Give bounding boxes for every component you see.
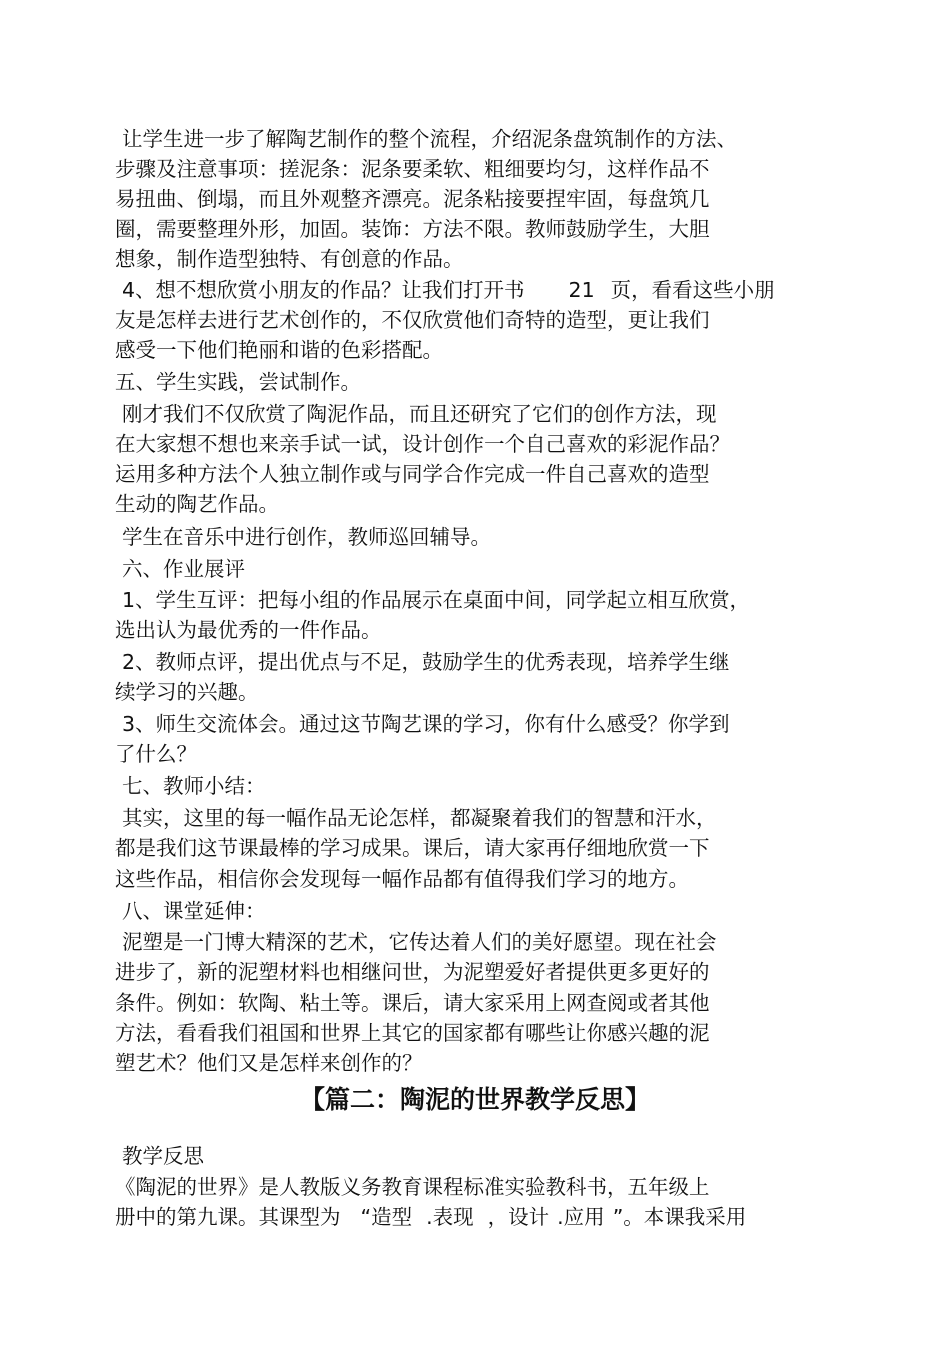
paragraph-line-last [115, 1202, 746, 1232]
text-fragment: 册中的第九课。其课型为 [115, 1205, 341, 1229]
paragraph-line: 了什么？ [115, 742, 197, 766]
section-8-title: 八、课堂延伸： [122, 899, 266, 923]
paragraph-line: 1、学生互评：把每小组的作品展示在桌面中间，同学起立相互欣赏， [122, 588, 751, 612]
paragraph-line: 在大家想不想也来亲手试一试，设计创作一个自己喜欢的彩泥作品？ [115, 432, 730, 456]
item-4-text-cont: 页，看看这些小朋 [610, 278, 775, 302]
paragraph-line: 续学习的兴趣。 [115, 680, 259, 704]
paragraph-line: 运用多种方法个人独立制作或与同学合作完成一件自己喜欢的造型 [115, 462, 710, 486]
text-fragment: ”。本课我采用 [612, 1205, 747, 1229]
paragraph-line: 《陶泥的世界》是人教版义务教育课程标准实验教科书，五年级上 [115, 1175, 710, 1199]
paragraph-line: 选出认为最优秀的一件作品。 [115, 618, 382, 642]
paragraph-line: 都是我们这节课最棒的学习成果。课后，请大家再仔细地欣赏一下 [115, 836, 710, 860]
paragraph-line: 泥塑是一门博大精深的艺术，它传达着人们的美好愿望。现在社会 [122, 930, 717, 954]
paragraph-line: 让学生进一步了解陶艺制作的整个流程，介绍泥条盘筑制作的方法、 [122, 127, 737, 151]
paragraph-line: 2、教师点评，提出优点与不足，鼓励学生的优秀表现，培养学生继 [122, 650, 730, 674]
paragraph-line: 学生在音乐中进行创作，教师巡回辅导。 [122, 525, 491, 549]
section-5-title: 五、学生实践，尝试制作。 [115, 370, 361, 394]
paragraph-line: 刚才我们不仅欣赏了陶泥作品，而且还研究了它们的创作方法，现 [122, 402, 717, 426]
paragraph-line: 其实，这里的每一幅作品无论怎样，都凝聚着我们的智慧和汗水， [122, 806, 717, 830]
paragraph-line: 方法，看看我们祖国和世界上其它的国家都有哪些让你感兴趣的泥 [115, 1021, 710, 1045]
paragraph-line: 这些作品，相信你会发现每一幅作品都有值得我们学习的地方。 [115, 867, 689, 891]
text-fragment: ，设计 [487, 1205, 550, 1229]
part-2-heading: 【篇二：陶泥的世界教学反思】 [299, 1085, 650, 1114]
paragraph-line: 生动的陶艺作品。 [115, 492, 279, 516]
paragraph-line: 进步了，新的泥塑材料也相继问世，为泥塑爱好者提供更多更好的 [115, 960, 710, 984]
paragraph-line: 易扭曲、倒塌，而且外观整齐漂亮。泥条粘接要捏牢固，每盘筑几 [115, 187, 710, 211]
paragraph-line: 想象，制作造型独特、有创意的作品。 [115, 247, 464, 271]
paragraph-line: 步骤及注意事项：搓泥条：泥条要柔软、粗细要均匀，这样作品不 [115, 157, 710, 181]
paragraph-line: 塑艺术？他们又是怎样来创作的？ [115, 1051, 423, 1075]
paragraph-line: 圈，需要整理外形，加固。装饰：方法不限。教师鼓励学生，大胆 [115, 217, 710, 241]
section-7-title: 七、教师小结： [122, 774, 266, 798]
item-4-line [122, 275, 775, 305]
paragraph-line: 感受一下他们艳丽和谐的色彩搭配。 [115, 338, 443, 362]
item-4-text: 4、想不想欣赏小朋友的作品？让我们打开书 [122, 278, 525, 302]
paragraph-line: 友是怎样去进行艺术创作的，不仅欣赏他们奇特的造型，更让我们 [115, 308, 710, 332]
text-fragment: “造型 [360, 1205, 413, 1229]
paragraph-line: 条件。例如：软陶、粘土等。课后，请大家采用上网查阅或者其他 [115, 991, 710, 1015]
part-2-subtitle: 教学反思 [122, 1144, 204, 1168]
text-fragment: .应用 [557, 1205, 605, 1229]
page-number: 21 [568, 278, 595, 302]
section-6-title: 六、作业展评 [122, 557, 245, 581]
paragraph-line: 3、师生交流体会。通过这节陶艺课的学习，你有什么感受？你学到 [122, 712, 730, 736]
text-fragment: .表现 [426, 1205, 474, 1229]
